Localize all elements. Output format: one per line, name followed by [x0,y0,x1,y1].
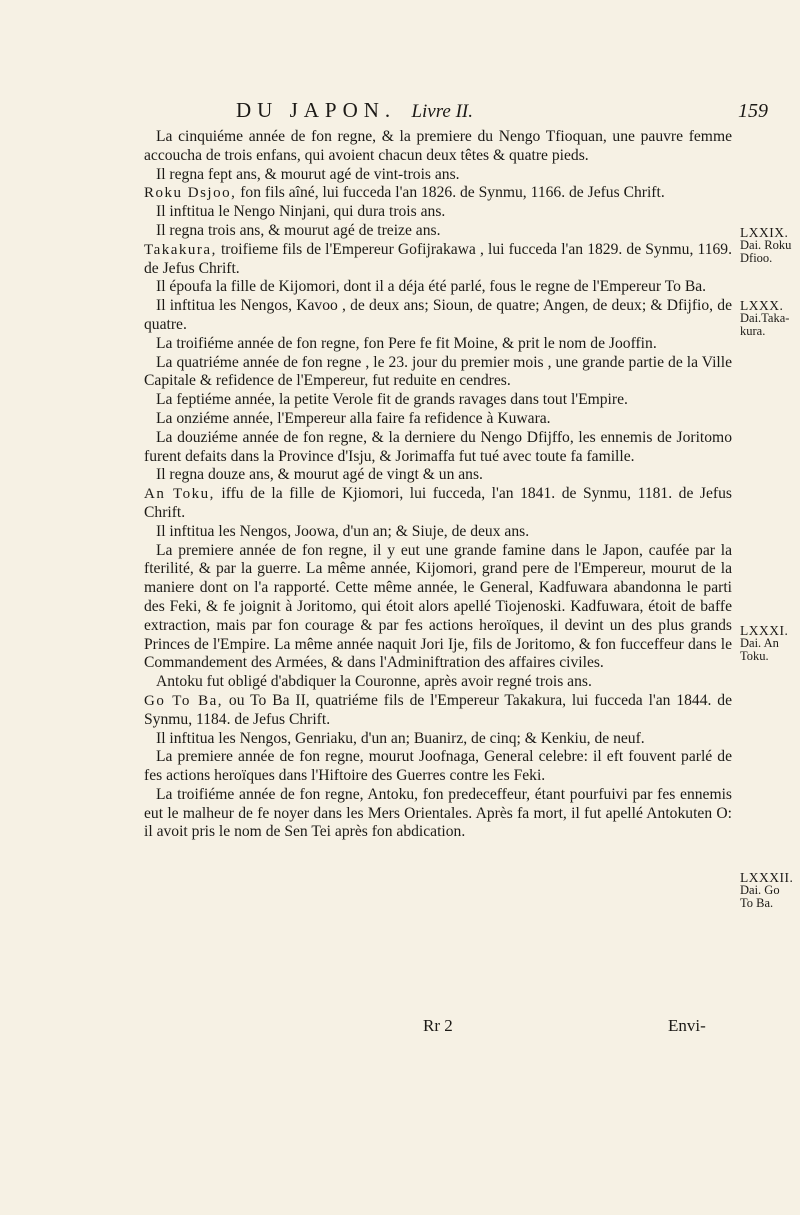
paragraph: La troifiéme année de fon regne, fon Pere fe fit Moine, & prit le nom de Jooffin. [156,334,657,352]
emperor-name: An Toku, [144,486,215,503]
paragraph: Il inftitua les Nengos, Kavoo , de deux ans; Sioun, de quatre; Angen, de deux; & Dfijfio, de quatre. [144,297,732,333]
margin-note [740,299,800,338]
paragraph: Il regna trois ans, & mourut agé de treize ans. [156,221,441,239]
paragraph: La troifiéme année de fon regne, Antoku, fon predeceffeur, étant pourfuivi par fes ennemis eut le malheur de fe noyer dans les Mers Orientales. Après fa mort, il fut apellé Antokuten O: il avoit pris le nom de Sen Tei après fon abdication. [144,785,732,841]
paragraph: Il inftitua les Nengos, Joowa, d'un an; & Siuje, de deux ans. [156,522,530,540]
paragraph: Il inftitua le Nengo Ninjani, qui dura trois ans. [156,203,446,221]
book-number: Livre II. [411,101,473,122]
paragraph: La feptiéme année, la petite Verole fit de grands ravages dans tout l'Empire. [156,391,628,409]
margin-note-line: Dai. Roku [740,238,792,252]
margin-note-line: kura. [740,324,766,338]
paragraph: La onziéme année, l'Empereur alla faire fa refidence à Kuwara. [156,409,551,427]
paragraph-text: iffu de la fille de Kjiomori, lui fucceda, l'an 1841. de Synmu, 1181. de Jefus Chrift. [144,485,732,521]
paragraph: Il inftitua les Nengos, Genriaku, d'un an; Buanirz, de cinq; & Kenkiu, de neuf. [156,729,645,747]
paragraph: Il regna douze ans, & mourut agé de vingt & un ans. [156,466,483,484]
page-footer [0,1016,800,1038]
paragraph [144,692,732,730]
paragraph: La cinquiéme année de fon regne, & la premiere du Nengo Tfioquan, une pauvre femme accoucha de trois enfans, qui avoient chacun deux têtes & quatre pieds. [144,128,732,164]
margin-note [740,226,800,265]
margin-note-line: Dfioo. [740,251,773,265]
margin-note-number: LXXIX. [740,225,789,240]
margin-note-line: Dai.Taka- [740,311,790,325]
paragraph: La quatriéme année de fon regne , le 23. jour du premier mois , une grande partie de la Ville Capitale & refidence de l'Empereur, fut reduite en cendres. [144,353,732,390]
running-title-text: DU JAPON. [236,98,397,122]
margin-note-line: Toku. [740,649,769,663]
running-header [0,98,800,126]
paragraph: Il regna fept ans, & mourut agé de vint-trois ans. [156,165,460,183]
margin-note-line: Dai. An [740,636,779,650]
paragraph [144,184,732,203]
emperor-name: Roku Dsjoo, [144,185,237,202]
paragraph-text: troifieme fils de l'Empereur Gofijrakawa , lui fucceda l'an 1829. de Synmu, 1169. de Jefus Chrift. [144,240,732,277]
paragraph: La douziéme année de fon regne, & la derniere du Nengo Dfijffo, les ennemis de Joritomo furent defaits dans la Province d'Isju, & Jorimaffa fut tué avec toute fa famille. [144,428,732,465]
margin-note-number: LXXX. [740,298,784,313]
margin-note [740,624,800,663]
paragraph: Il époufa la fille de Kijomori, dont il a déja été parlé, fous le regne de l'Empereur To Ba. [156,278,707,296]
paragraph: Antoku fut obligé d'abdiquer la Couronne, après avoir regné trois ans. [156,673,592,691]
page-number: 159 [738,100,768,122]
catchword: Envi- [668,1016,706,1035]
margin-note-number: LXXXI. [740,623,789,638]
emperor-name: Takakura, [144,241,217,258]
running-title [236,98,473,123]
margin-note-line: Dai. Go [740,883,780,897]
body-text [144,128,732,842]
paragraph-text: fon fils aîné, lui fucceda l'an 1826. de Synmu, 1166. de Jefus Chrift. [236,184,665,202]
paragraph [144,485,732,523]
paragraph-text: ou To Ba II, quatriéme fils de l'Empereur Takakura, lui fucceda l'an 1844. de Synmu, 1184. de Jefus Chrift. [144,691,732,728]
paragraph [144,241,732,279]
margin-note-line: To Ba. [740,896,774,910]
signature-mark: Rr 2 [423,1016,453,1035]
margin-note-number: LXXXII. [740,870,794,885]
paragraph: La premiere année de fon regne, il y eut une grande famine dans le Japon, caufée par la fterilité, & par la guerre. La même année, Kijomori, grand pere de l'Empereur, mourut de la maniere dont on l'a rapporté. Cette même année, le General, Kadfuwara abandonna le parti des Feki, & fe joignit à Joritomo, qui étoit alors apellé Tiojenoski. Kadfuwara, étoit de baffe extraction, mais par fon courage & par fes actions heroïques, il devint un des plus grands Princes de l'Empire. La même année naquit Jori Ije, fils de Joritomo, & fon fucceffeur dans le Commandement des Armées, & dans l'Adminiftration des affaires civiles. [144,541,732,672]
margin-note [740,871,800,910]
emperor-name: Go To Ba, [144,692,224,709]
paragraph: La premiere année de fon regne, mourut Joofnaga, General celebre: il eft fouvent parlé de fes actions heroïques dans l'Hiftoire des Guerres contre les Feki. [144,748,732,785]
